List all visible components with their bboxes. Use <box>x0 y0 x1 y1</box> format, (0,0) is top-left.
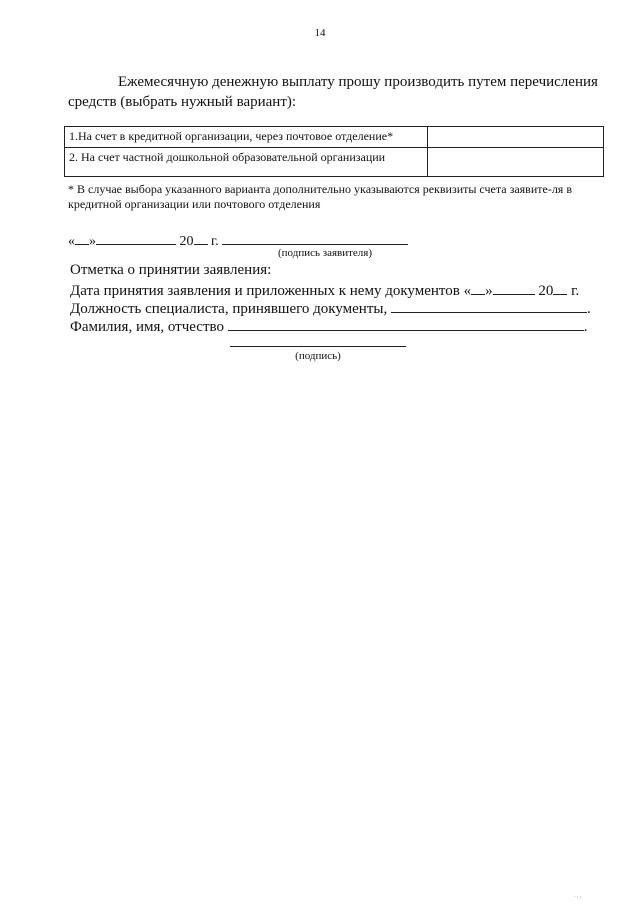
acceptance-date-line <box>70 281 579 300</box>
year-suffix: г. <box>211 234 219 249</box>
specialist-signature-line[interactable] <box>230 346 406 347</box>
day-blank[interactable] <box>471 281 485 295</box>
year-blank[interactable] <box>553 281 567 295</box>
open-quote: « <box>463 283 472 299</box>
option-label: 1.На счет в кредитной организации, через почтовое отделение* <box>65 127 428 148</box>
intro-line-2: средств (выбрать нужный вариант): <box>68 94 297 110</box>
acceptance-date-label: Дата принятия заявления и приложенных к нему документов <box>70 283 460 299</box>
fio-line <box>70 317 587 336</box>
end-dot: . <box>583 319 588 335</box>
intro-line-1: Ежемесячную денежную выплату прошу производить путем перечисления <box>118 74 598 90</box>
corner-marks: . , , <box>574 893 582 899</box>
end-dot: . <box>586 301 591 317</box>
page-number: 14 <box>314 27 326 39</box>
specialist-signature-caption: (подпись) <box>295 350 341 362</box>
option-choice-cell[interactable] <box>428 127 604 148</box>
acceptance-title: Отметка о принятии заявления: <box>70 262 272 278</box>
year-suffix: г. <box>571 283 580 299</box>
footnote: * В случае выбора указанного варианта дополнительно указываются реквизиты счета заявите-ля в кредитной организации или почтового отделения <box>68 182 572 211</box>
close-quote: » <box>89 234 96 249</box>
table-row <box>65 127 604 148</box>
position-blank[interactable] <box>391 299 587 313</box>
option-choice-cell[interactable] <box>428 148 604 177</box>
specialist-position-line <box>70 299 591 318</box>
intro-paragraph <box>68 72 604 112</box>
applicant-signature-caption: (подпись заявителя) <box>278 247 373 259</box>
year-prefix: 20 <box>179 234 194 249</box>
close-quote: » <box>485 283 493 299</box>
table-row <box>65 148 604 177</box>
month-blank[interactable] <box>96 231 176 245</box>
payment-options-table <box>64 126 604 177</box>
position-label: Должность специалиста, принявшего документы, <box>70 301 388 317</box>
applicant-signature-blank[interactable] <box>222 231 408 245</box>
day-blank[interactable] <box>75 231 89 245</box>
year-prefix: 20 <box>538 283 554 299</box>
open-quote: « <box>68 234 75 249</box>
option-label: 2. На счет частной дошкольной образовательной организации <box>65 148 428 177</box>
fio-blank[interactable] <box>228 317 584 331</box>
fio-label: Фамилия, имя, отчество <box>70 319 224 335</box>
year-blank[interactable] <box>194 231 208 245</box>
month-blank[interactable] <box>493 281 535 295</box>
